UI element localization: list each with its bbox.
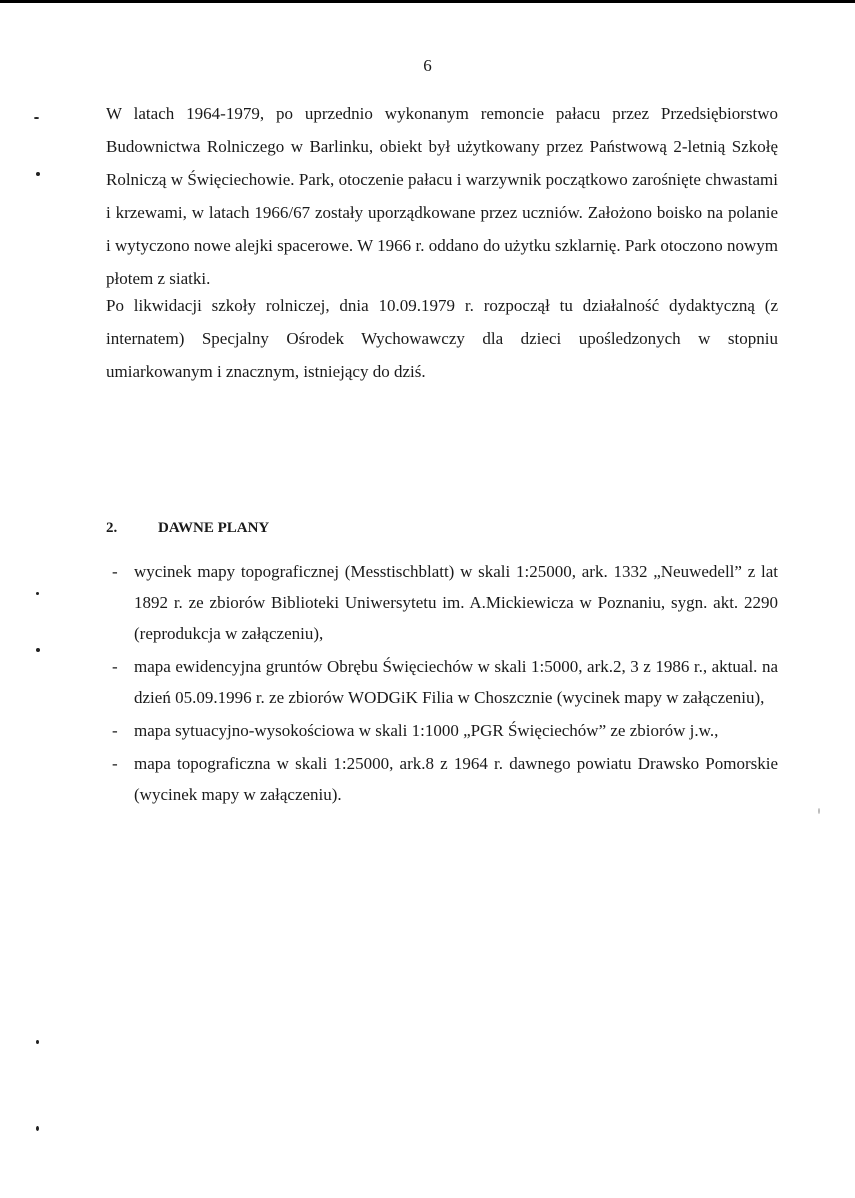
scan-mark (34, 117, 39, 119)
list-item-text: mapa sytuacyjno-wysokościowa w skali 1:1000 „PGR Święciechów” ze zbiorów j.w., (134, 721, 719, 740)
scan-mark (36, 1126, 39, 1131)
section-heading (106, 520, 269, 537)
list-bullet: - (112, 721, 118, 740)
paragraph-current-use (106, 289, 778, 388)
list-item-text: wycinek mapy topograficznej (Messtischblatt) w skali 1:25000, ark. 1332 „Neuwedell” z lat 1892 r. ze zbiorów Biblioteki Uniwersytetu im. A.Mickiewicza w Poznaniu, sygn. akt. 2290 (reprodukcja w załączeniu), (134, 562, 778, 643)
page-number: 6 (423, 56, 432, 75)
section-title: DAWNE PLANY (158, 520, 270, 536)
scan-mark (36, 592, 39, 595)
scan-mark (36, 172, 40, 176)
list-bullet: - (112, 657, 118, 676)
plans-list (106, 556, 778, 812)
section-number: 2. (106, 520, 118, 536)
list-item (106, 651, 778, 713)
list-item (106, 748, 778, 810)
scan-mark (36, 1040, 39, 1044)
list-bullet: - (112, 754, 118, 773)
list-bullet: - (112, 562, 118, 581)
list-item (106, 715, 778, 746)
list-item-text: mapa ewidencyjna gruntów Obrębu Święciechów w skali 1:5000, ark.2, 3 z 1986 r., aktual. na dzień 05.09.1996 r. ze zbiorów WODGiK Filia w Choszcznie (wycinek mapy w załączeniu), (134, 657, 778, 707)
paragraph-text: W latach 1964-1979, po uprzednio wykonanym remoncie pałacu przez Przedsiębiorstwo Budownictwa Rolniczego w Barlinku, obiekt był użytkowany przez Państwową 2-letnią Szkołę Rolniczą w Święciechowie. Park, otoczenie pałacu i warzywnik początkowo zarośnięte chwastami i krzewami, w latach 1966/67 zostały uporządkowane przez uczniów. Założono boisko na polanie i wytyczono nowe alejki spacerowe. W 1966 r. oddano do użytku szklarnię. Park otoczono nowym płotem z siatki. (106, 104, 778, 288)
list-item-text: mapa topograficzna w skali 1:25000, ark.8 z 1964 r. dawnego powiatu Drawsko Pomorskie (wycinek mapy w załączeniu). (134, 754, 778, 804)
scan-mark (818, 808, 820, 814)
paragraph-text: Po likwidacji szkoły rolniczej, dnia 10.09.1979 r. rozpoczął tu działalność dydaktyczną (z internatem) Specjalny Ośrodek Wychowawczy dla dzieci upośledzonych w stopniu umiarkowanym i znacznym, istniejący do dziś. (106, 296, 778, 381)
paragraph-history (106, 97, 778, 295)
top-border (0, 0, 855, 3)
list-item (106, 556, 778, 649)
scan-mark (36, 648, 40, 652)
